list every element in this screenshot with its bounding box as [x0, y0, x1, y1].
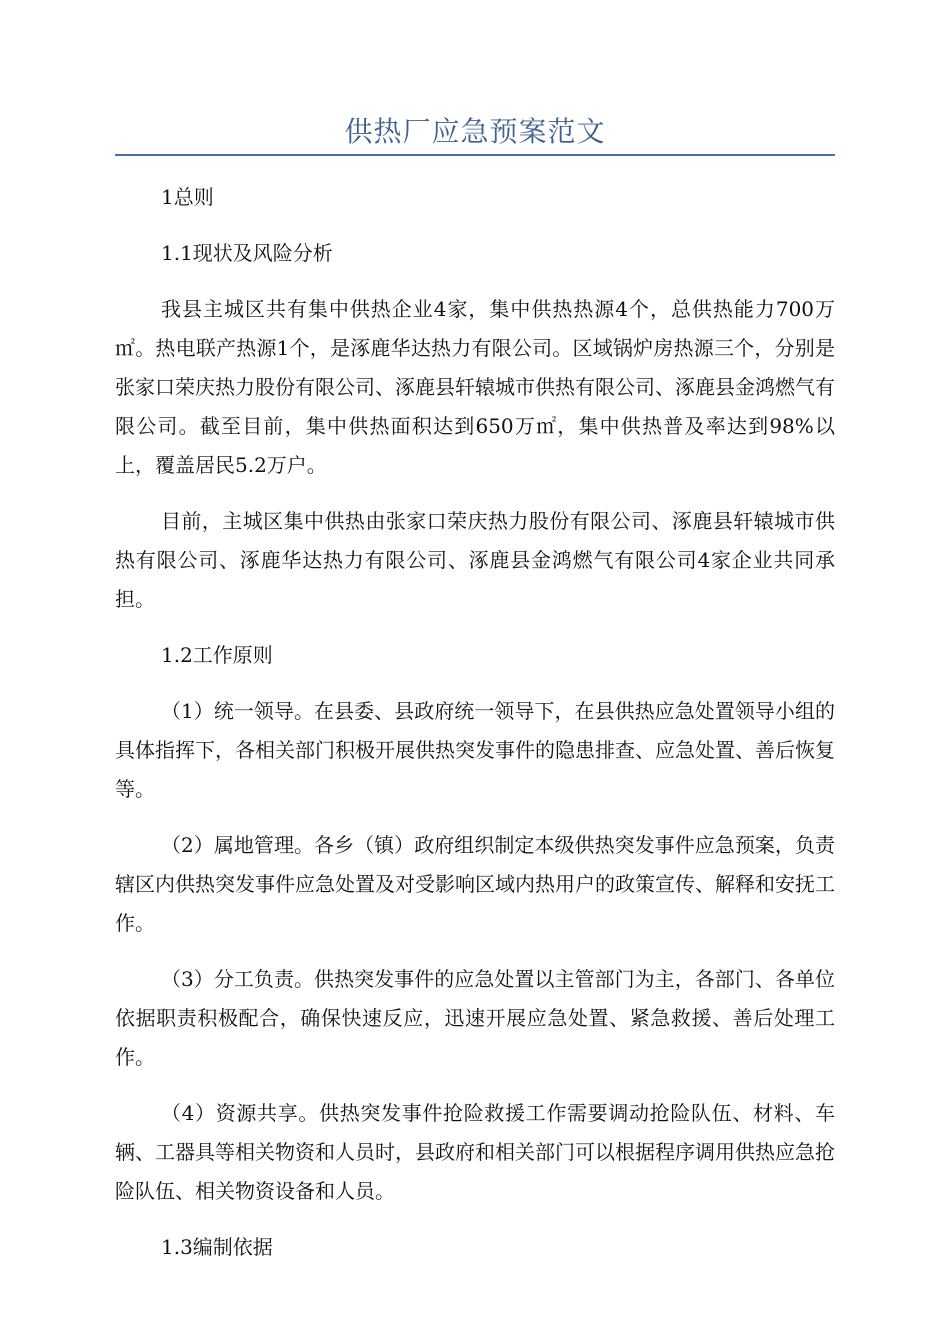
paragraph-heating-companies: 目前，主城区集中供热由张家口荣庆热力股份有限公司、涿鹿县轩辕城市供热有限公司、涿鹿华达热力有限公司、涿鹿县金鸿燃气有限公司4家企业共同承担。: [115, 509, 835, 611]
paragraph-principle-resource-sharing: （4）资源共享。供热突发事件抢险救援工作需要调动抢险队伍、材料、车辆、工器具等相关物资和人员时，县政府和相关部门可以根据程序调用供热应急抢险队伍、相关物资设备和人员。: [115, 1101, 835, 1203]
section-heading-basis: 1.3编制依据: [161, 1235, 273, 1259]
paragraph-principle-division-of-labor: （3）分工负责。供热突发事件的应急处置以主管部门为主，各部门、各单位依据职责积极配合，确保快速反应，迅速开展应急处置、紧急救援、善后处理工作。: [115, 967, 835, 1069]
paragraph-principle-territorial-management: （2）属地管理。各乡（镇）政府组织制定本级供热突发事件应急预案，负责辖区内供热突发事件应急处置及对受影响区域内热用户的政策宣传、解释和安抚工作。: [115, 833, 835, 935]
title-underline: [115, 154, 835, 156]
section-heading-principles: 1.2工作原则: [161, 643, 273, 667]
section-heading-general: 1总则: [161, 185, 214, 209]
document-body: [115, 178, 835, 1284]
paragraph-heating-overview: 我县主城区共有集中供热企业4家，集中供热热源4个，总供热能力700万㎡。热电联产热源1个，是涿鹿华达热力有限公司。区域锅炉房热源三个，分别是张家口荣庆热力股份有限公司、涿鹿县轩辕城市供热有限公司、涿鹿县金鸿燃气有限公司。截至目前，集中供热面积达到650万㎡，集中供热普及率达到98%以上，覆盖居民5.2万户。: [115, 297, 835, 477]
document-title: 供热厂应急预案范文: [344, 115, 606, 148]
paragraph-principle-unified-leadership: （1）统一领导。在县委、县政府统一领导下，在县供热应急处置领导小组的具体指挥下，各相关部门积极开展供热突发事件的隐患排查、应急处置、善后恢复等。: [115, 699, 835, 801]
section-heading-status-risk: 1.1现状及风险分析: [161, 241, 333, 265]
